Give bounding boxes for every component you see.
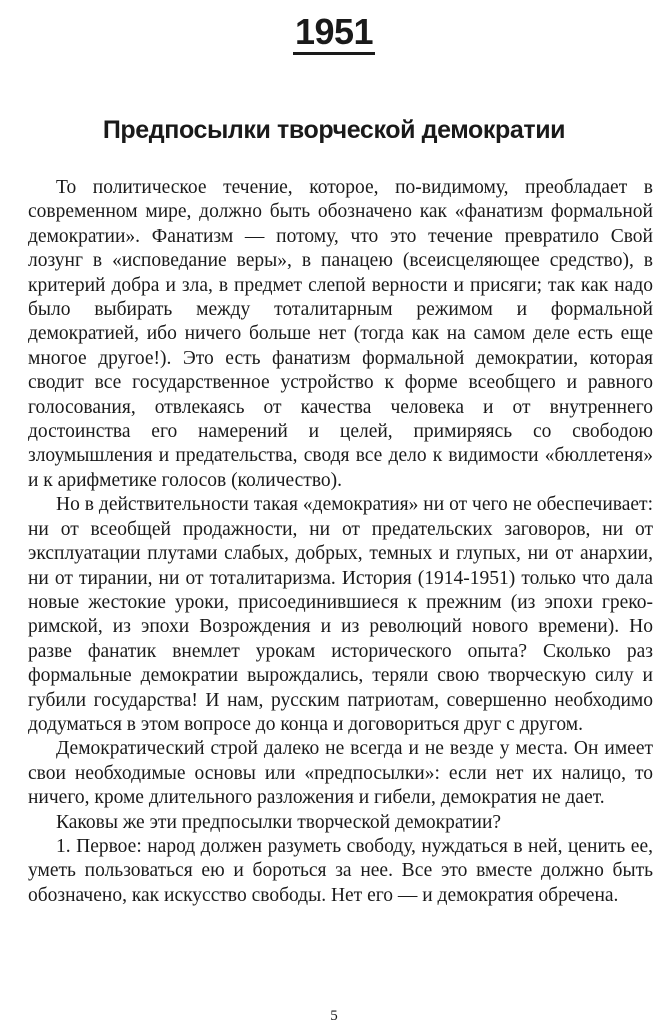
paragraph-3: Демократический строй далеко не всегда и не везде у места. Он имеет свои необходимые основы или «предпосылки»: если нет их налицо, то ничего, кроме длительного разложения и гибели, демократия не дает. xyxy=(28,738,653,809)
paragraph-2: Но в действительности такая «демократия» ни от чего не обеспечивает: ни от всеобщей продажности, ни от предательских заговоров, ни от эксплуатации плутами слабых, добрых, темных и глупых, ни от анархии, ни от тирании, ни от тоталитаризма. История (1914-1951) только что дала новые жестокие уроки, присоединившиеся к прежним (из эпохи греко-римской, из эпохи Возрождения и из революций нового времени). Но разве фанатик внемлет урокам исторического опыта? Сколько раз формальные демократии вырождались, теряли свою творческую силу и губили государства! И нам, русским патриотам, совершенно необходимо додуматься в этом вопросе до конца и договориться друг с другом. xyxy=(28,494,653,735)
paragraph-4: Каковы же эти предпосылки творческой демократии? xyxy=(56,811,502,833)
chapter-year: 1951 xyxy=(293,12,375,55)
chapter-year-heading xyxy=(0,8,668,56)
paragraph-1: То политическое течение, которое, по-видимому, преобладает в современном мире, должно быть обозначено как «фанатизм формальной демократии». Фанатизм — потому, что это течение превратило Свой лозунг в «исповедание веры», в панацею (всеисцеляющее средство), в критерий добра и зла, в предмет слепой верности и присяги; так как надо было выбирать между тоталитарным режимом и формальной демократией, ибо ничего больше нет (тогда как на самом деле есть еще многое другое!). Это есть фанатизм формальной демократии, которая сводит все государственное устройство к форме всеобщего и равного голосования, отвлекаясь от качества человека и от внутреннего достоинства его намерений и целей, примиряясь со свободою злоумышления и предательства, сводя все дело к видимости «бюллетеня» и к арифметике голосов (количество). xyxy=(28,177,653,491)
article-body xyxy=(28,176,653,908)
article-title: Предпосылки творческой демократии xyxy=(102,116,566,144)
page-number: 5 xyxy=(330,1008,338,1024)
paragraph-5: 1. Первое: народ должен разуметь свободу, нуждаться в ней, ценить ее, уметь пользоваться ею и бороться за нее. Все это вместе должно быть обозначено, как искусство свободы. Нет его — и демократия обречена. xyxy=(28,835,653,906)
